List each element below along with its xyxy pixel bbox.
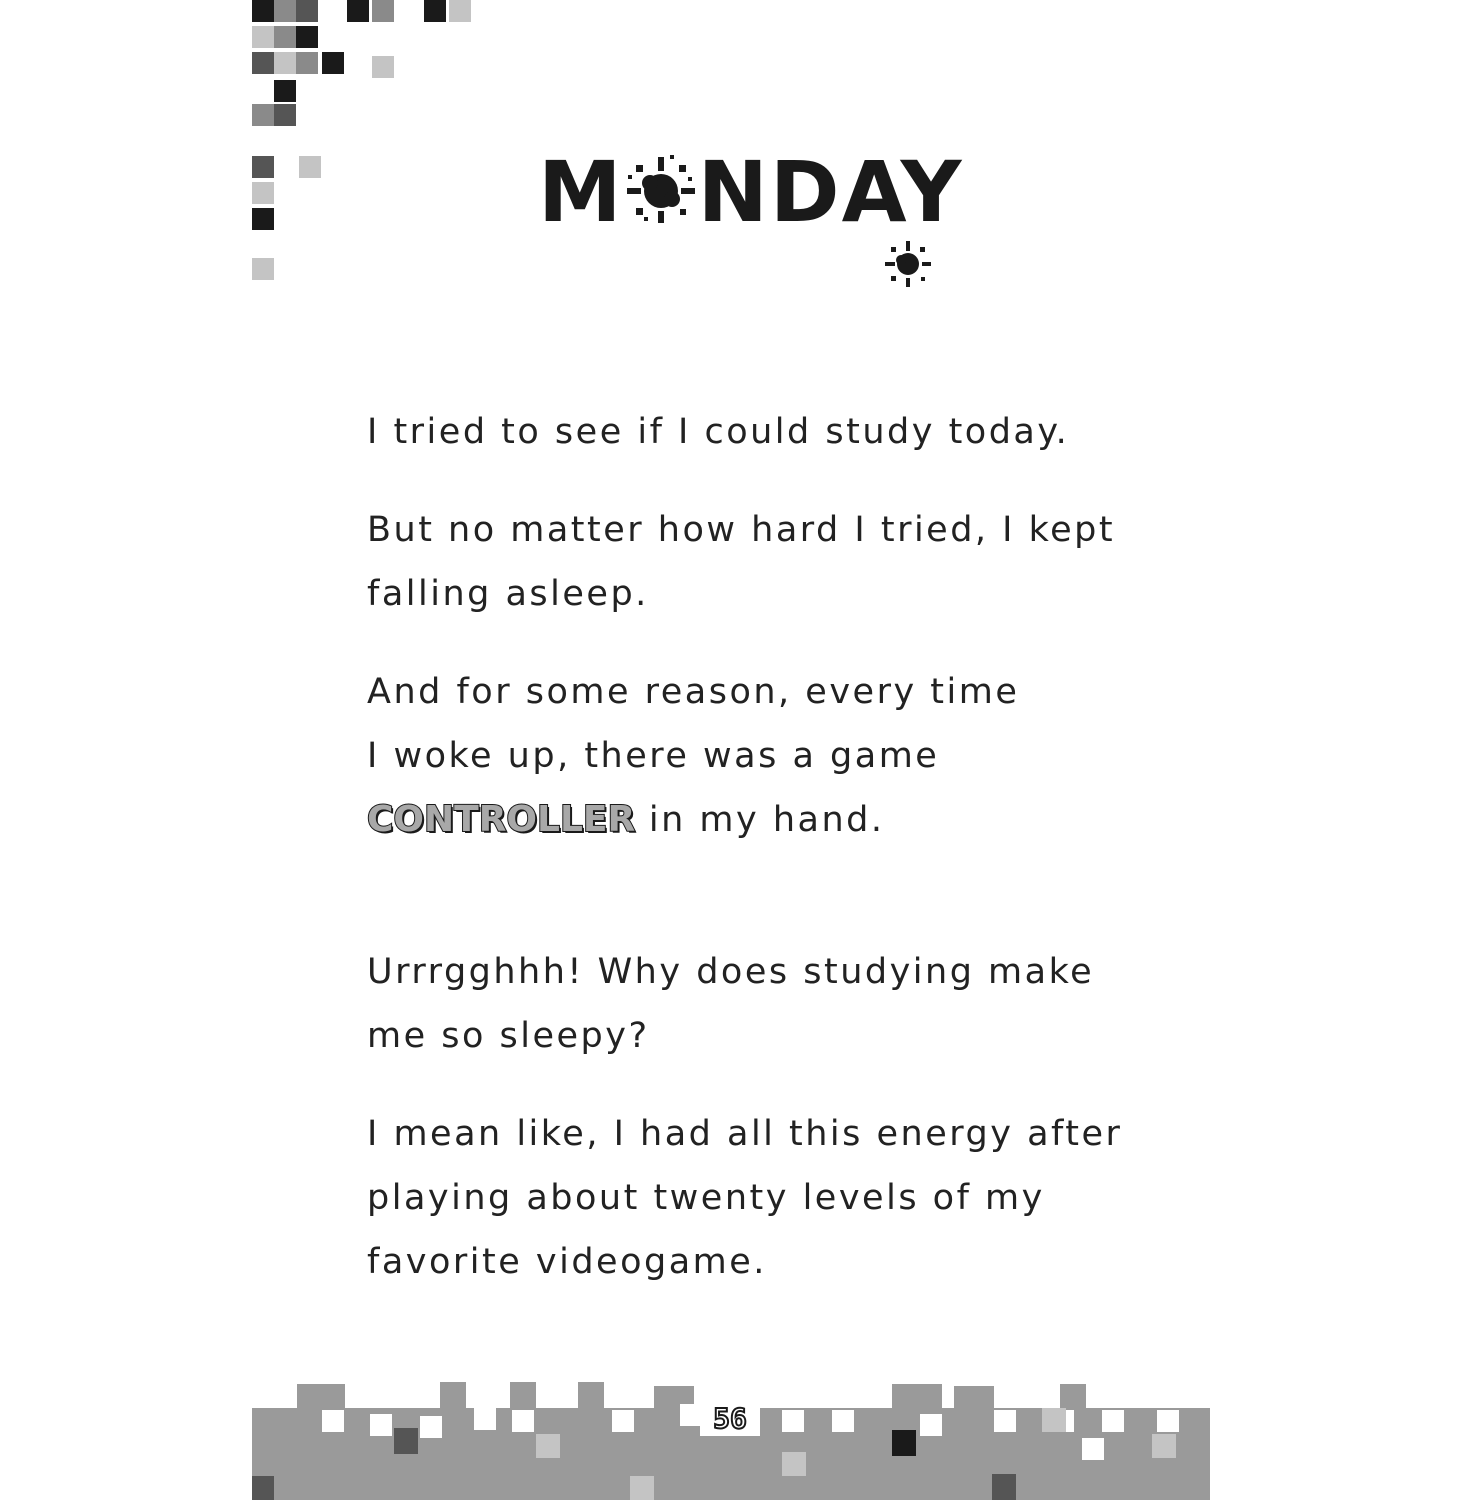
pixel-block [920, 1414, 942, 1436]
pixel-block [1102, 1410, 1124, 1432]
pixel-block [370, 1414, 392, 1436]
paragraph-4 [367, 940, 1127, 1068]
text-line: I mean like, I had all this energy after [367, 1114, 1123, 1154]
pixel-block [630, 1476, 654, 1500]
pixel-block [252, 208, 274, 230]
pixel-block [252, 182, 274, 204]
text-line: And for some reason, every time [367, 672, 1020, 712]
pixel-block [449, 0, 471, 22]
paragraph-2 [367, 498, 1127, 626]
pixel-block [274, 0, 296, 22]
text-line: I woke up, there was a game [367, 736, 940, 776]
pixel-block [274, 26, 296, 48]
text-line: But no matter how hard I tried, I kept [367, 510, 1116, 550]
pixel-block [296, 52, 318, 74]
pixel-block [322, 52, 344, 74]
text-line [367, 788, 1127, 852]
pixel-block [1082, 1438, 1104, 1460]
pixel-block [420, 1416, 442, 1438]
title-end: NDAY [697, 143, 964, 241]
pixel-decoration-footer [252, 1380, 1210, 1500]
emphasis-tail: in my hand. [635, 800, 885, 840]
pixel-block [578, 1382, 604, 1410]
pixel-block [296, 26, 318, 48]
small-ink-splat-icon [882, 238, 934, 290]
pixel-block [782, 1410, 804, 1432]
pixel-block [252, 26, 274, 48]
controller-emphasis-word: CONTROLLER [367, 799, 636, 840]
pixel-block [322, 1410, 344, 1432]
pixel-block [1042, 1408, 1066, 1432]
pixel-block [252, 104, 274, 126]
pixel-block [424, 0, 446, 22]
pixel-block [297, 1384, 345, 1412]
pixel-block [680, 1404, 702, 1426]
pixel-block [512, 1410, 534, 1432]
pixel-block [252, 52, 274, 74]
text-line: falling asleep. [367, 574, 649, 614]
pixel-block [954, 1386, 994, 1414]
text-line: me so sleepy? [367, 1016, 650, 1056]
pixel-block [474, 1408, 496, 1430]
pixel-block [892, 1384, 942, 1412]
pixel-block [299, 156, 321, 178]
pixel-block [347, 0, 369, 22]
paragraph-1 [367, 400, 1127, 464]
pixel-block [252, 156, 274, 178]
book-page [252, 0, 1210, 1500]
pixel-block [832, 1410, 854, 1432]
paragraph-5 [367, 1102, 1127, 1294]
pixel-block [252, 1476, 274, 1500]
journal-text [367, 400, 1127, 1294]
pixel-block [440, 1382, 466, 1410]
pixel-block [992, 1474, 1016, 1500]
pixel-block [536, 1434, 560, 1458]
pixel-block [274, 52, 296, 74]
ink-splat-icon [624, 153, 698, 227]
text-line: playing about twenty levels of my [367, 1178, 1045, 1218]
pixel-block [394, 1428, 418, 1454]
page-title [538, 143, 964, 241]
pixel-block [274, 80, 296, 102]
paragraph-3 [367, 660, 1127, 852]
pixel-block [1060, 1384, 1086, 1412]
page-number: 56 [700, 1402, 760, 1436]
title-start: M [538, 143, 624, 241]
pixel-block [252, 0, 274, 22]
pixel-block [1152, 1434, 1176, 1458]
pixel-block [372, 0, 394, 22]
pixel-block [1157, 1410, 1179, 1432]
text-line: I tried to see if I could study today. [367, 412, 1070, 452]
pixel-block [296, 0, 318, 22]
pixel-block [994, 1410, 1016, 1432]
text-line: favorite videogame. [367, 1242, 767, 1282]
pixel-block [612, 1410, 634, 1432]
pixel-block [782, 1452, 806, 1476]
pixel-block [372, 56, 394, 78]
pixel-block [510, 1382, 536, 1410]
text-line: Urrrgghhh! Why does studying make [367, 952, 1095, 992]
pixel-block [252, 258, 274, 280]
pixel-block [892, 1430, 916, 1456]
pixel-block [274, 104, 296, 126]
